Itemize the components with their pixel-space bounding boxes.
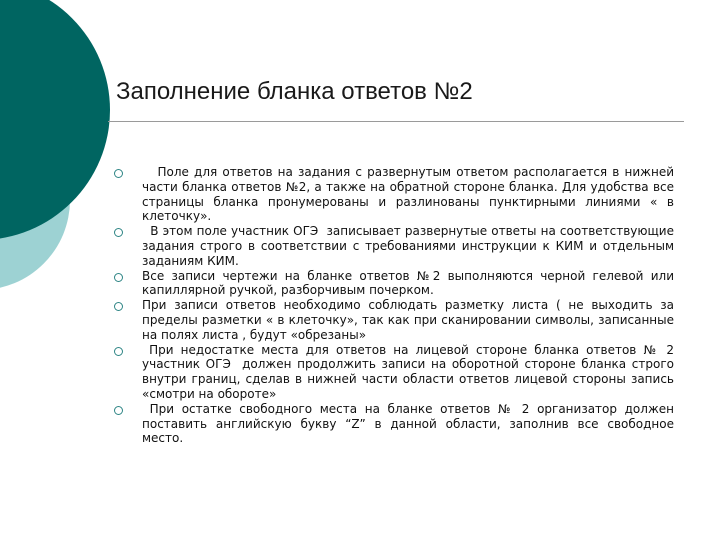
bullet-text: Поле для ответов на задания с развернутым ответом располагается в нижней части бланка ответов №2, а также на обратной стороне бланка. Для удобства все страницы бланка пронумерованы и разлинованы пунктирными линиями « в клеточку». <box>142 165 678 224</box>
bullet-list <box>114 165 678 446</box>
title-divider <box>108 121 684 122</box>
list-item <box>114 298 674 342</box>
bullet-text: Все записи чертежи на бланке ответов №2 выполняются черной гелевой или капиллярной ручкой, разборчивым почерком. <box>142 268 674 298</box>
list-item <box>114 165 678 224</box>
hollow-circle-icon <box>114 228 123 237</box>
list-item <box>114 401 678 446</box>
bullet-text: При записи ответов необходимо соблюдать разметку листа ( не выходить за пределы разметки « в клеточку», так как при сканировании символы, записанные на полях листа , будут «обрезаны» <box>142 298 674 342</box>
bullet-text: При недостатке места для ответов на лицевой стороне бланка ответов № 2 участник ОГЭ должен продолжить записи на оборотной стороне бланка строго внутри границ, сделав в нижней части области ответов лицевой стороны запись «смотри на обороте» <box>142 342 678 401</box>
list-item <box>114 269 674 299</box>
hollow-circle-icon <box>114 347 123 356</box>
dark-teal-circle <box>0 0 110 240</box>
hollow-circle-icon <box>114 169 123 178</box>
list-item <box>114 224 678 268</box>
hollow-circle-icon <box>114 273 123 282</box>
bullet-text: В этом поле участник ОГЭ записывает развернутые ответы на соответствующие задания строго в соответствии с требованиями инструкции к КИМ и отдельным заданиям КИМ. <box>142 224 678 268</box>
bullet-text: При остатке свободного места на бланке ответов № 2 организатор должен поставить английскую букву “Z” в данной области, заполнив все свободное место. <box>142 401 678 446</box>
hollow-circle-icon <box>114 406 123 415</box>
hollow-circle-icon <box>114 302 123 311</box>
list-item <box>114 342 678 402</box>
slide-title: Заполнение бланка ответов №2 <box>116 78 473 105</box>
decorative-circles <box>0 0 120 300</box>
